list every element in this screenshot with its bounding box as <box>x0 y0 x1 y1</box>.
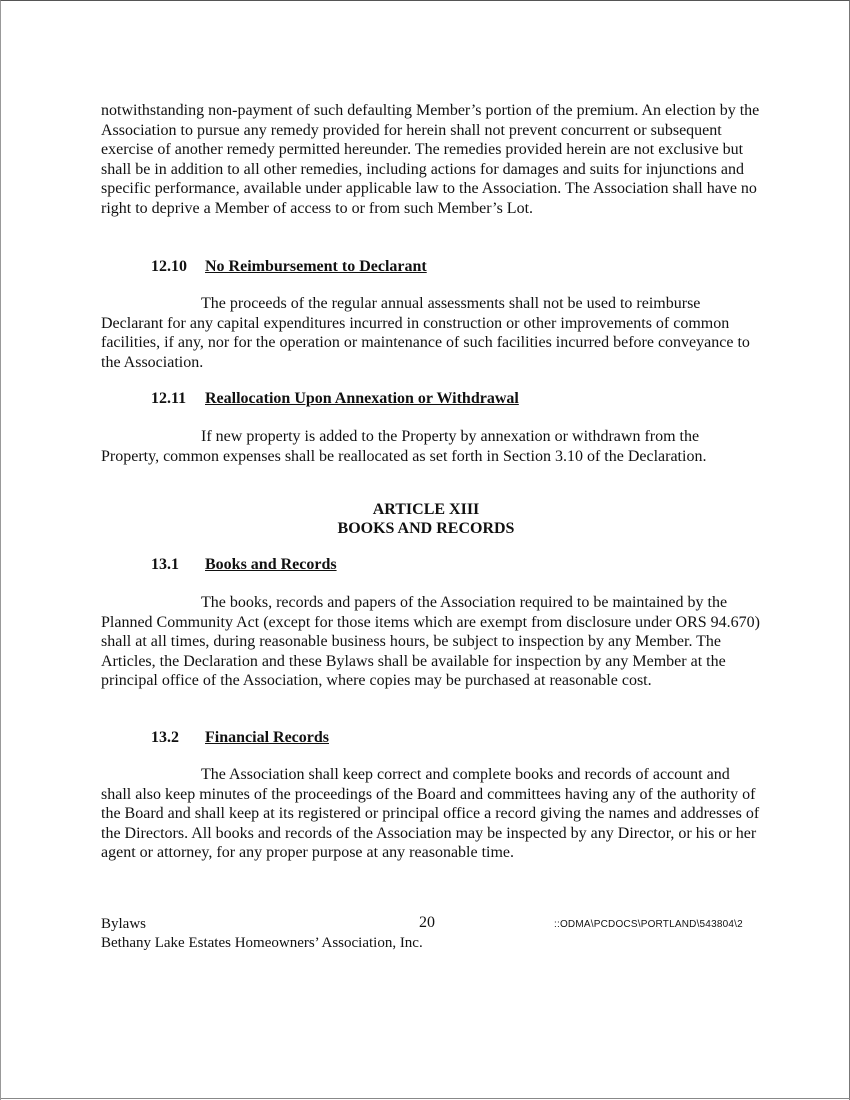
section-title: No Reimbursement to Declarant <box>205 258 427 275</box>
footer-doc-type: Bylaws <box>101 916 146 932</box>
section-number: 12.10 <box>151 258 187 275</box>
intro-paragraph: notwithstanding non-payment of such defaulting Member’s portion of the premium. An election by the Association to pursue any remedy provided for herein shall not prevent concurrent or subsequent exercise of another remedy permitted hereunder. The remedies provided herein are not exclusive but shall be in addition to all other remedies, including actions for damages and suits for injunctions and specific performance, available under applicable law to the Association. The Association shall have no right to deprive a Member of access to or from such Member’s Lot. <box>101 102 760 217</box>
section-number: 12.11 <box>151 390 187 407</box>
article-title: BOOKS AND RECORDS <box>337 520 515 537</box>
section-heading-12-10 <box>151 258 427 276</box>
section-number: 13.2 <box>151 729 179 746</box>
section-heading-13-1 <box>151 556 337 574</box>
section-title: Financial Records <box>205 729 329 746</box>
section-body-12-11: If new property is added to the Property by annexation or withdrawn from the Property, common expenses shall be reallocated as set forth in Section 3.10 of the Declaration. <box>101 428 707 465</box>
page-bottom-edge <box>1 1098 850 1099</box>
section-body-13-2: The Association shall keep correct and complete books and records of account and shall also keep minutes of the proceedings of the Board and committees having any of the authority of the Board and shall keep at its registered or principal office a record giving the names and addresses of the Directors. All books and records of the Association may be inspected by any Director, or his or her agent or attorney, for any proper purpose at any reasonable time. <box>101 766 760 862</box>
section-title: Reallocation Upon Annexation or Withdrawal <box>205 390 519 407</box>
footer-association: Bethany Lake Estates Homeowners’ Association, Inc. <box>101 935 423 951</box>
footer-left <box>101 915 423 953</box>
section-body-12-10: The proceeds of the regular annual assessments shall not be used to reimburse Declarant for any capital expenditures incurred in construction or other improvements of common facilities, if any, nor for the operation or maintenance of such facilities incurred before conveyance to the Association. <box>101 295 750 371</box>
section-number: 13.1 <box>151 556 179 573</box>
section-title: Books and Records <box>205 556 337 573</box>
section-body-13-1: The books, records and papers of the Association required to be maintained by the Planned Community Act (except for those items which are exempt from disclosure under ORS 94.670) shall at all times, during reasonable business hours, be subject to inspection by any Member. The Articles, the Declaration and these Bylaws shall be available for inspection by any Member at the principal office of the Association, where copies may be purchased at reasonable cost. <box>101 594 760 690</box>
article-number: ARTICLE XIII <box>372 501 480 518</box>
page-number: 20 <box>419 914 435 931</box>
document-path: ::ODMA\PCDOCS\PORTLAND\543804\2 <box>554 919 743 930</box>
section-heading-13-2 <box>151 729 329 747</box>
section-heading-12-11 <box>151 390 519 408</box>
